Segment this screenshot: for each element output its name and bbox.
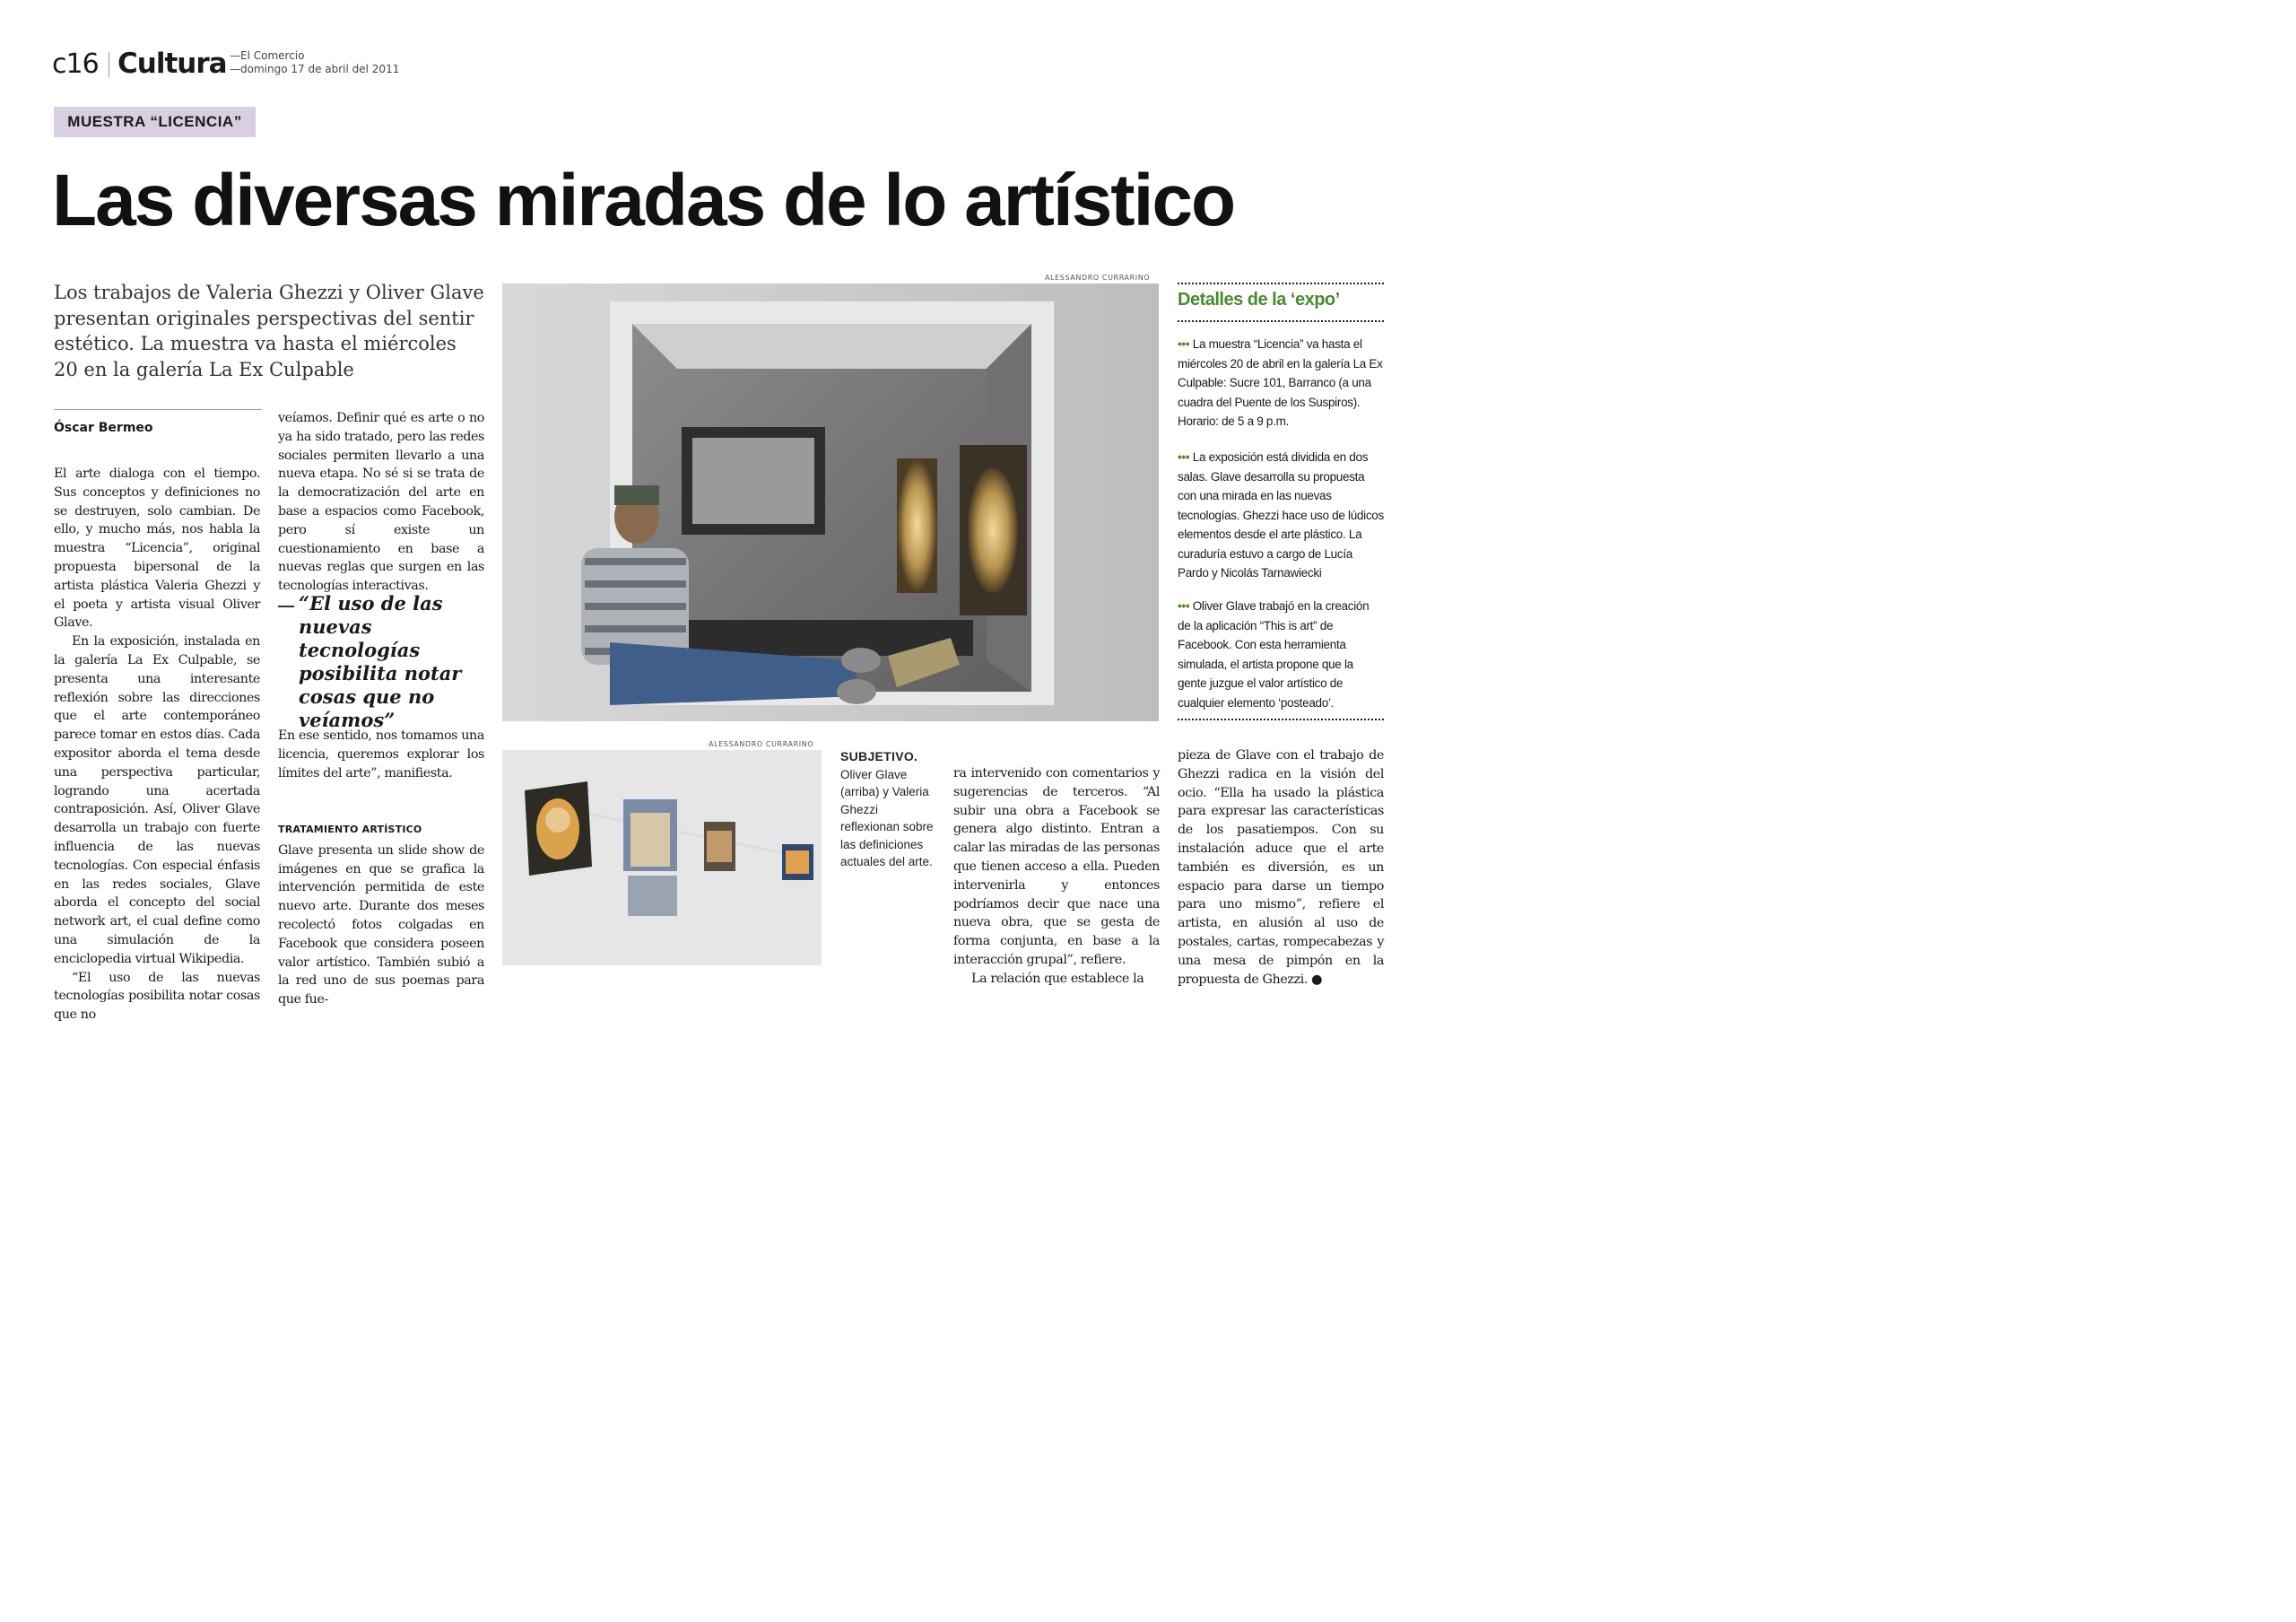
sidebar-top-rule — [1178, 283, 1384, 284]
body-paragraph: veíamos. Definir qué es arte o no ya ha sido tratado, pero las redes sociales permiten llevarlo a una nueva etapa. No sé si se trata de la democratización del arte en base a espacios como Facebook, pero sí existe un cuestionamiento en base a nuevas reglas que surgen en las tecnologías interactivas. — [278, 411, 484, 594]
body-paragraph: ra intervenido con comentarios y sugerencias de terceros. “Al subir una obra a Facebook se genera algo distinto. Entran a calar las miradas de las personas que tienen acceso a ella. Pueden intervenirla y entonces podríamos decir que nace una nueva obra, que se gesta de forma conjunta, en base a la interacción grupal”, refiere. — [953, 766, 1160, 967]
sidebar-bottom-rule — [1178, 719, 1384, 720]
body-paragraph: pieza de Glave con el trabajo de Ghezzi radica en la visión del ocio. “Ella ha usado la plástica para expresar las características de los pasatiempos. Con su instalación aduce que el arte también es diversión, es un espacio para darse un tiempo para uno mismo”, refiere el artista, en alusión al uso de postales, cartas, rompecabezas y una mesa de pimpón en la propuesta de Ghezzi. ● — [1178, 748, 1384, 987]
main-photo — [502, 283, 1159, 721]
sidebar-item-text: Oliver Glave trabajó en la creación de la aplicación “This is art” de Facebook. Con esta herramienta simulada, el artista propone que la gente juzgue el valor artístico de cualquier elemento ‘posteado’. — [1178, 599, 1370, 710]
pull-quote-dash — [278, 606, 294, 607]
sidebar-item — [1178, 597, 1384, 712]
body-paragraph: En la exposición, instalada en la galería La Ex Culpable, se presenta una interesante reflexión sobre las direcciones que el arte contemporáneo parece tomar en estos días. Cada expositor aborda el tema desde una perspectiva particular, logrando una acertada contraposición. Así, Oliver Glave desarrolla un trabajo con fuerte influencia de las nuevas tecnologías. Con especial énfasis en las redes sociales, Glave aborda el concepto del social network art, el cual define como una simulación de la enciclopedia virtual Wikipedia. — [54, 634, 260, 966]
body-paragraph: En ese sentido, nos tomamos una licencia, queremos explorar los límites del arte”, manifiesta. — [278, 728, 484, 780]
sidebar-item-text: La exposición está dividida en dos salas. Glave desarrolla su propuesta con una mirada en las nuevas tecnologías. Ghezzi hace uso de lúdicos elementos desde el arte plástico. La curaduría estuvo a cargo de Lucía Pardo y Nicolás Tarnawiecki — [1178, 450, 1384, 580]
photo-credit: ALESSANDRO CURRARINO — [1045, 274, 1151, 282]
photo-caption — [840, 748, 939, 871]
newspaper-name: —El Comercio — [230, 49, 305, 62]
issue-date: —domingo 17 de abril del 2011 — [230, 63, 400, 75]
sidebar-item — [1178, 335, 1384, 432]
body-column-2-section — [278, 821, 484, 1009]
sidebar-item-text: La muestra “Licencia” va hasta el miércoles 20 de abril en la galería La Ex Culpable: Sucre 101, Barranco (a una cuadra del Puente de los Suspiros). Horario: de 5 a 9 p.m. — [1178, 337, 1383, 428]
headline: Las diversas miradas de lo artístico — [52, 160, 1235, 241]
secondary-photo — [502, 750, 822, 965]
section-title: Cultura — [117, 48, 227, 80]
body-column-2-continued — [278, 727, 484, 782]
body-column-2 — [278, 409, 484, 596]
bullet-dots-icon: ••• — [1178, 599, 1190, 613]
sidebar-title-rule — [1178, 320, 1384, 322]
body-column-5 — [1178, 746, 1384, 989]
newspaper-info — [230, 49, 399, 76]
body-column-4 — [953, 764, 1160, 989]
page-number: c16 — [52, 48, 99, 80]
byline: Óscar Bermeo — [54, 421, 153, 435]
byline-rule — [54, 409, 262, 410]
photo-credit: ALESSANDRO CURRARINO — [709, 740, 814, 748]
body-paragraph: La relación que establece la — [971, 971, 1144, 986]
body-column-1 — [54, 465, 260, 1025]
kicker-label: MUESTRA “LICENCIA” — [54, 107, 256, 137]
body-paragraph: El arte dialoga con el tiempo. Sus conceptos y definiciones no se destruyen, solo cambian. De ello, y mucho más, nos habla la muestra “Licencia”, original propuesta bipersonal de la artista plástica Valeria Ghezzi y el poeta y artista visual Oliver Glave. — [54, 467, 260, 631]
body-paragraph: “El uso de las nuevas tecnologías posibilita notar cosas que no — [54, 970, 260, 1023]
caption-text: Oliver Glave (arriba) y Valeria Ghezzi reflexionan sobre las definiciones actuales del arte. — [840, 767, 934, 868]
sidebar-title: Detalles de la ‘expo’ — [1178, 290, 1340, 310]
deck: Los trabajos de Valeria Ghezzi y Oliver Glave presentan originales perspectivas del sentir estético. La muestra va hasta el miércoles 20 en la galería La Ex Culpable — [54, 282, 484, 380]
subhead: TRATAMIENTO ARTÍSTICO — [278, 824, 422, 835]
bullet-dots-icon: ••• — [1178, 450, 1190, 464]
sidebar-item — [1178, 448, 1384, 583]
caption-heading: SUBJETIVO. — [840, 749, 918, 763]
bullet-dots-icon: ••• — [1178, 337, 1190, 351]
pull-quote: “El uso de las nuevas tecnologías posibilita notar cosas que no veíamos” — [299, 592, 462, 731]
body-paragraph: Glave presenta un slide show de imágenes en que se grafica la intervención permitida de este nuevo arte. Durante dos meses recolectó fotos colgadas en Facebook que considera poseen valor artístico. También subió a la red uno de sus poemas para que fue- — [278, 842, 484, 1007]
